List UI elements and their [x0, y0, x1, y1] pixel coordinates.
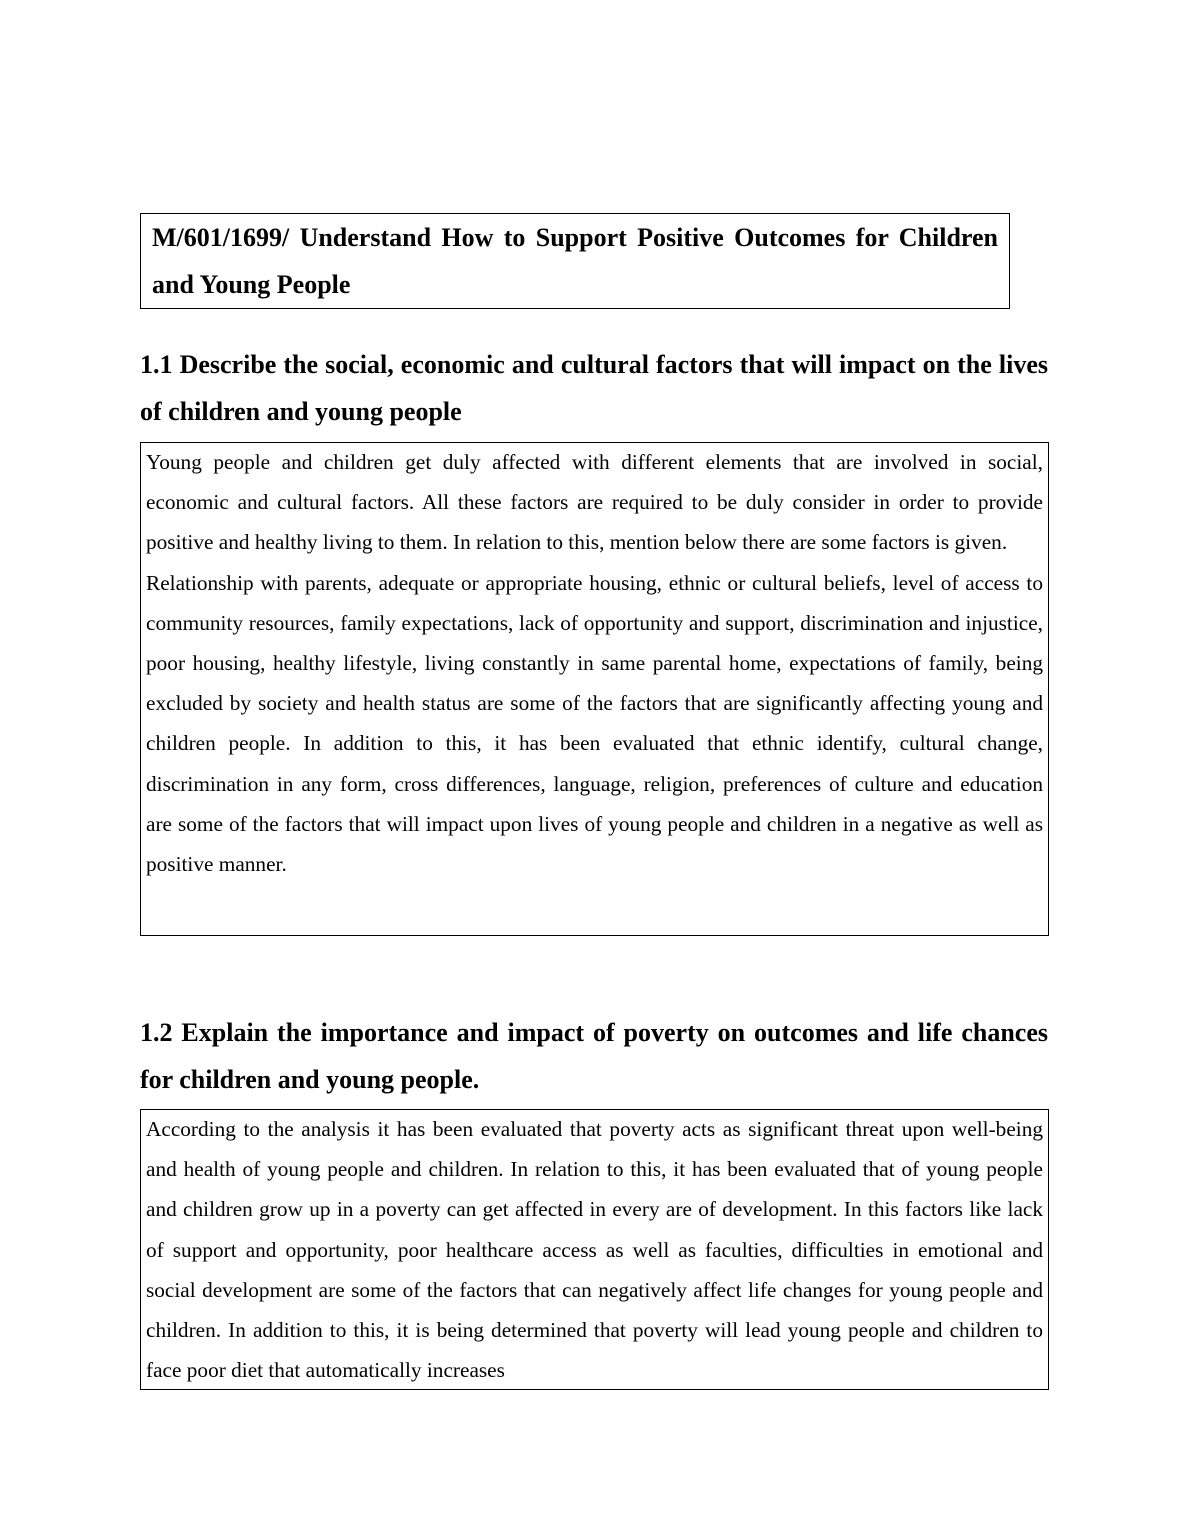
document-title-box	[140, 213, 1010, 309]
section-1-2-paragraph-1: According to the analysis it has been evaluated that poverty acts as significant threat upon well-being and health of young people and children. In relation to this, it has been evaluated that of young people and children grow up in a poverty can get affected in every are of development. In this factors like lack of support and opportunity, poor healthcare access as well as faculties, difficulties in emotional and social development are some of the factors that can negatively affect life changes for young people and children. In addition to this, it is being determined that poverty will lead young people and children to face poor diet that automatically increases	[146, 1117, 1043, 1383]
section-heading-1-2: 1.2 Explain the importance and impact of poverty on outcomes and life chances for children and young people.	[140, 1018, 1048, 1094]
section-1-1-paragraph-1: Young people and children get duly affected with different elements that are involved in social, economic and cultural factors. All these factors are required to be duly consider in order to provide positive and healthy living to them. In relation to this, mention below there are some factors is given.	[146, 450, 1043, 555]
section-1-1-paragraph-2: Relationship with parents, adequate or appropriate housing, ethnic or cultural beliefs, level of access to community resources, family expectations, lack of opportunity and support, discrimination and injustice, poor housing, healthy lifestyle, living constantly in same parental home, expectations of family, being excluded by society and health status are some of the factors that are significantly affecting young and children people. In addition to this, it has been evaluated that ethnic identify, cultural change, discrimination in any form, cross differences, language, religion, preferences of culture and education are some of the factors that will impact upon lives of young people and children in a negative as well as positive manner.	[146, 570, 1043, 877]
section-answer-box-1-2	[140, 1109, 1049, 1390]
document-title: M/601/1699/ Understand How to Support Positive Outcomes for Children and Young People	[152, 223, 998, 299]
section-answer-box-1-1	[140, 442, 1049, 936]
section-heading-1-1: 1.1 Describe the social, economic and cultural factors that will impact on the lives of children and young people	[140, 350, 1048, 426]
